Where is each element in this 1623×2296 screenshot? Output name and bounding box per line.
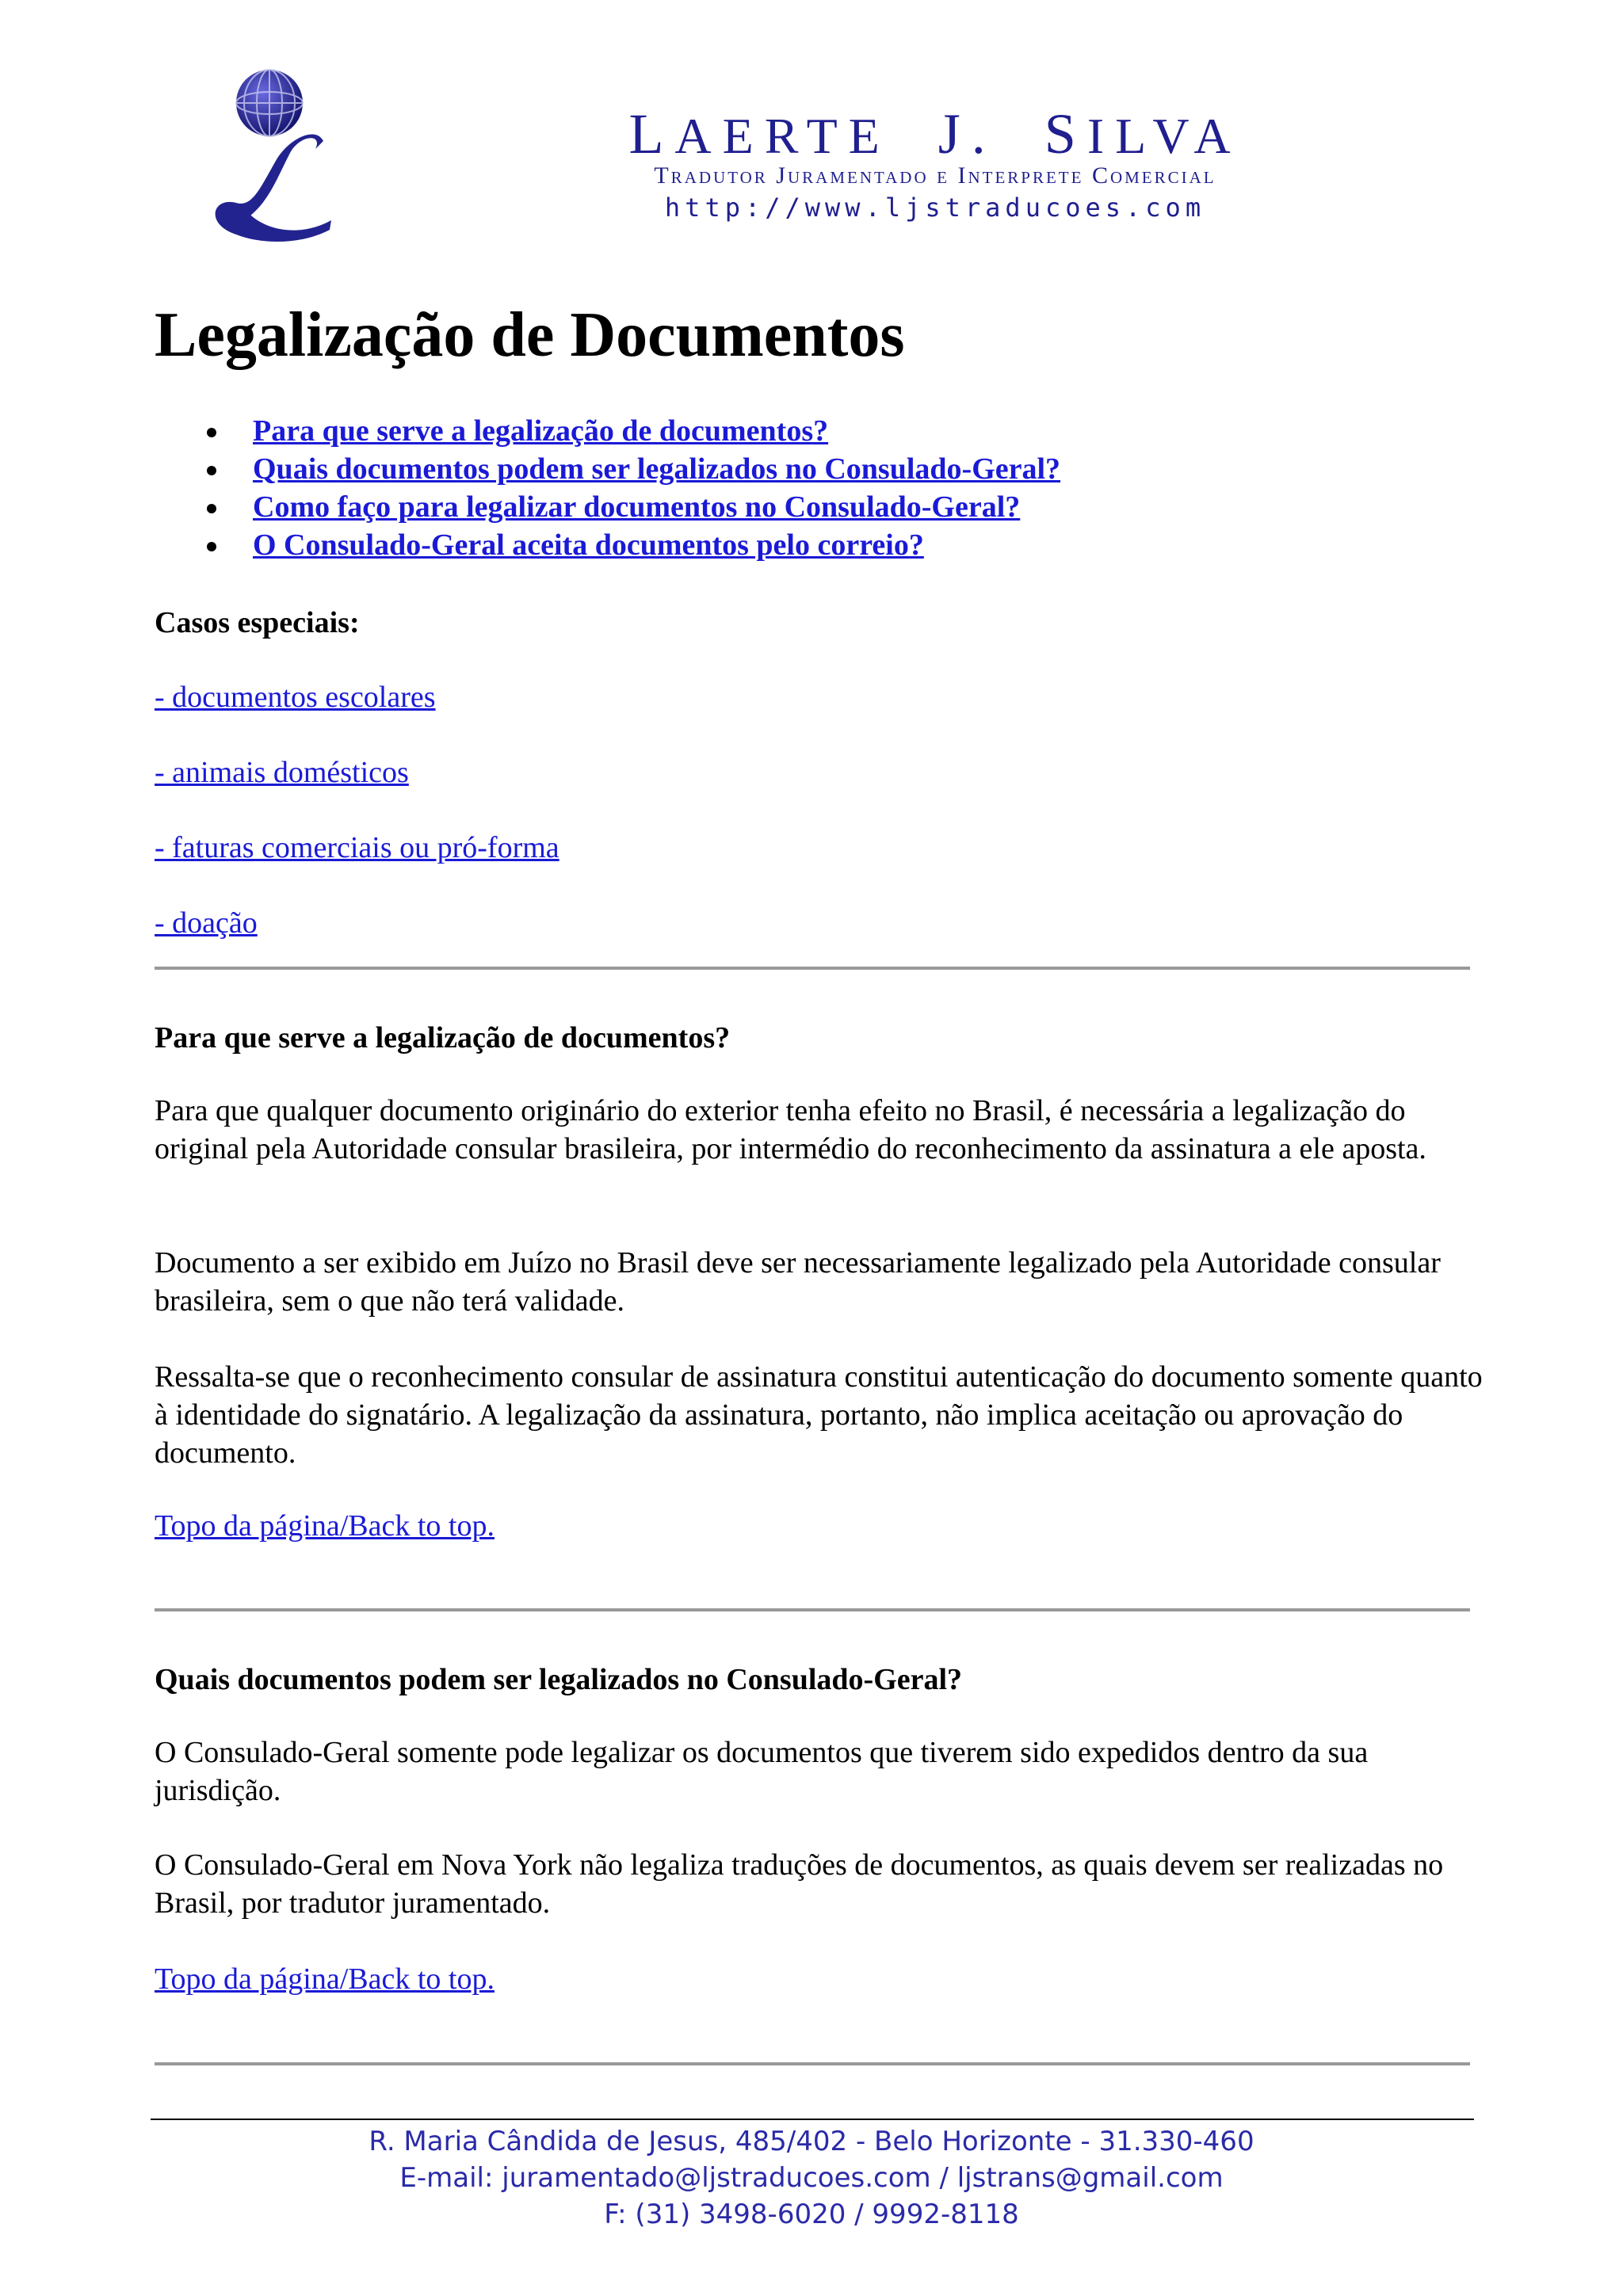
toc-link-which-documents[interactable]: Quais documentos podem ser legalizados no Consulado-Geral? — [253, 452, 1061, 486]
special-case-link-pets[interactable]: - animais domésticos — [155, 756, 409, 789]
section-divider — [155, 2062, 1470, 2065]
special-case-link-invoices[interactable]: - faturas comerciais ou pró-forma — [155, 831, 559, 864]
special-case-link-school[interactable]: - documentos escolares — [155, 681, 436, 714]
brand-url: http://www.ljstraducoes.com — [664, 193, 1206, 223]
footer-email: E-mail: juramentado@ljstraducoes.com / ljstrans@gmail.com — [399, 2162, 1224, 2194]
section-divider — [155, 967, 1470, 970]
toc-list — [210, 412, 1060, 564]
back-to-top-link[interactable]: Topo da página/Back to top. — [155, 1509, 495, 1543]
section-divider — [155, 1608, 1470, 1611]
brand-name-initial-3: S — [1044, 102, 1087, 166]
toc-item — [210, 526, 1060, 564]
section-paragraph: O Consulado-Geral somente pode legalizar os documentos que tiverem sido expedidos dentro da sua jurisdição. — [155, 1736, 1369, 1807]
back-to-top-link[interactable]: Topo da página/Back to top. — [155, 1962, 495, 1996]
brand-name-middle: J. — [938, 102, 997, 166]
brand-name-initial-1: L — [628, 102, 675, 166]
bullet-icon — [207, 466, 216, 475]
footer-divider — [151, 2119, 1474, 2120]
brand-subtitle: Tradutor Juramentado e Interprete Comercial — [654, 162, 1216, 189]
section-paragraph: Documento a ser exibido em Juízo no Brasil deve ser necessariamente legalizado pela Autoridade consular brasileira, sem o que não terá validade. — [155, 1246, 1441, 1318]
section-paragraph: Ressalta-se que o reconhecimento consular de assinatura constitui autenticação do documento somente quanto à identidade do signatário. A legalização da assinatura, portanto, não implica aceitação ou aprovação do documento. — [155, 1360, 1483, 1470]
toc-link-how-to[interactable]: Como faço para legalizar documentos no Consulado-Geral? — [253, 490, 1021, 524]
bullet-icon — [207, 542, 216, 551]
footer-address: R. Maria Cândida de Jesus, 485/402 - Belo Horizonte - 31.330-460 — [369, 2126, 1254, 2157]
toc-item — [210, 412, 1060, 450]
section-paragraph: O Consulado-Geral em Nova York não legaliza traduções de documentos, as quais devem ser realizadas no Brasil, por tradutor juramentado. — [155, 1848, 1444, 1920]
brand-name-rest-3: ILVA — [1086, 108, 1242, 164]
brand-name — [262, 101, 1609, 167]
special-case-link-donation[interactable]: - doação — [155, 906, 258, 940]
section-paragraph: Para que qualquer documento originário do exterior tenha efeito no Brasil, é necessária a legalização do original pela Autoridade consular brasileira, por intermédio do reconhecimento da assinatura a ele aposta. — [155, 1094, 1426, 1165]
toc-link-purpose[interactable]: Para que serve a legalização de documentos? — [253, 414, 829, 448]
toc-item — [210, 488, 1060, 526]
bullet-icon — [207, 428, 216, 437]
page-title: Legalização de Documentos — [155, 300, 905, 370]
toc-item — [210, 450, 1060, 488]
brand-name-rest-1: AERTE — [674, 108, 891, 164]
bullet-icon — [207, 504, 216, 513]
toc-link-mail[interactable]: O Consulado-Geral aceita documentos pelo correio? — [253, 528, 924, 562]
footer-phone: F: (31) 3498-6020 / 9992-8118 — [604, 2199, 1019, 2230]
special-cases-heading: Casos especiais: — [155, 606, 360, 639]
section-heading: Quais documentos podem ser legalizados no Consulado-Geral? — [155, 1663, 963, 1696]
section-heading: Para que serve a legalização de documentos? — [155, 1021, 731, 1055]
